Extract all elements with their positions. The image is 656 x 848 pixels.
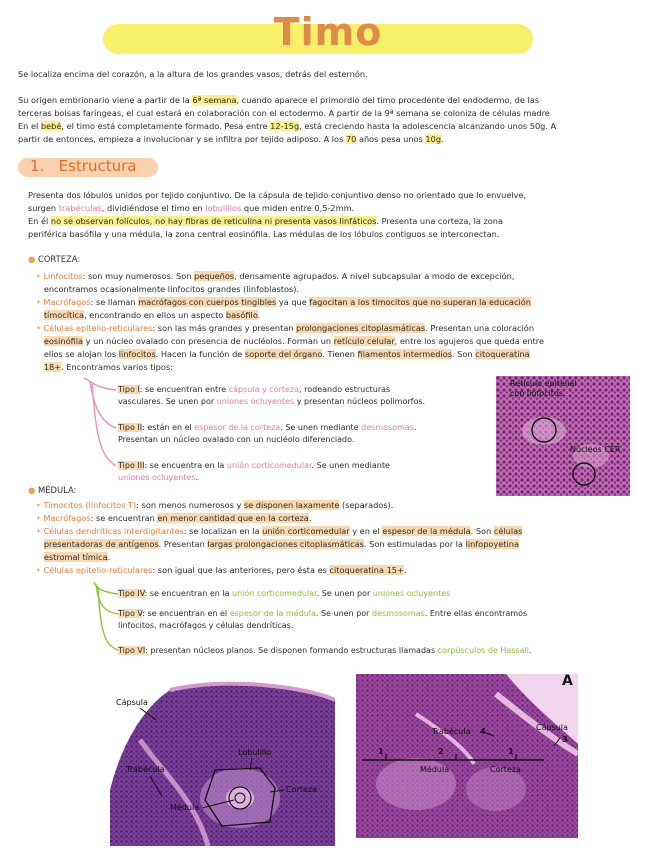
highlight: presentadoras de antígenos — [43, 539, 159, 549]
text: , cuando aparece el primordio del timo procedente del endodermo, de las — [236, 95, 540, 105]
text: . Son estimuladas por la — [363, 539, 466, 549]
text: . Hacen la función de — [155, 349, 245, 359]
text: : son menos numerosos y — [136, 500, 244, 510]
pink-term: cápsula y corteza — [228, 385, 300, 394]
highlight: filamentos intermedios — [357, 349, 452, 359]
text: : se llaman — [90, 297, 139, 307]
highlight: linfopoyetina — [465, 539, 519, 549]
term: Células dendríticas interdigitantes — [43, 526, 184, 536]
text: . Son — [470, 526, 494, 536]
label-nucleos: Núcleos CER — [570, 445, 621, 454]
text: partir de entonces, empieza a involucionar y se infiltra por tejido adiposo. A los — [18, 134, 346, 144]
intro-paragraph-2 — [18, 94, 638, 146]
term: Células epitelio-reticulares — [43, 565, 153, 575]
text: . — [403, 565, 407, 575]
text: . Presenta una corteza, la zona — [376, 216, 503, 226]
text: : son igual que las anteriores, pero ésta es — [152, 565, 330, 575]
medulla-region — [226, 787, 254, 809]
highlight: 6ª semana — [192, 95, 237, 105]
text: : se localizan en la — [183, 526, 263, 536]
corteza-bullets — [36, 270, 646, 374]
highlight: bebé — [40, 121, 62, 131]
text: : se encuentra en la — [144, 461, 227, 470]
text: . — [195, 473, 199, 482]
highlight: células — [493, 526, 523, 536]
bullet-icon: • — [36, 271, 41, 281]
section-name: Estructura — [58, 157, 137, 175]
label-number-1: 1 — [378, 747, 384, 756]
page-title: Timo — [273, 10, 383, 54]
text: . Entre ellas encontramos — [424, 609, 528, 618]
label-medula: Médula — [420, 765, 450, 774]
bullet-icon: ● — [28, 254, 36, 264]
label-capsula: Cápsula — [536, 723, 568, 732]
green-term: espesor de la médula — [229, 609, 316, 618]
text: : se encuentran entre — [139, 385, 229, 394]
pink-term: trabéculas — [58, 203, 102, 213]
highlight: citoqueratina 15+ — [329, 565, 404, 575]
highlight: tímocítica — [43, 310, 85, 320]
section-title — [30, 157, 136, 175]
text: , entre los agujeros que queda entre — [394, 336, 544, 346]
connector-line — [92, 384, 116, 466]
text: . — [529, 646, 532, 655]
highlight: linfocitos — [118, 349, 156, 359]
text: y presentan núcleos polimorfos. — [294, 397, 426, 406]
highlight: fagocitan a los timocitos que no superan la educación — [309, 297, 531, 307]
green-term: corpúsculos de Hassall — [437, 646, 529, 655]
text: periférica basófila y una médula, la zona central eosinófila. Las médulas de los lóbulos contiguos se interconectan. — [28, 229, 500, 239]
label-trabecula: Trabécula — [432, 727, 471, 736]
term: Macrófagos — [43, 513, 91, 523]
tipo-ii — [118, 422, 498, 446]
figure-letter: A — [562, 674, 573, 689]
highlight: macrófagos con cuerpos tingibles — [138, 297, 277, 307]
text: , está creciendo hasta la adolescencia alcanzando unos 50g. A — [299, 121, 557, 131]
highlight: retículo celular — [333, 336, 395, 346]
text: Su origen embrionario viene a partir de la — [18, 95, 193, 105]
highlight: eosinófila — [43, 336, 84, 346]
highlight: Tipo IV — [118, 589, 145, 598]
label-trabecula: Trabécula — [126, 765, 165, 774]
text: Presenta dos lóbulos unidos por tejido conjuntivo. De la cápsula de tejido conjuntivo denso no orientado que lo envuelve, — [28, 190, 527, 200]
highlight: 12-15g — [270, 121, 300, 131]
text: . — [107, 552, 111, 562]
text: (separados). — [339, 500, 394, 510]
pink-term: uniones ocluyentes — [118, 473, 196, 482]
text: : se encuentran en la — [144, 589, 233, 598]
highlight: se disponen laxamente — [243, 500, 340, 510]
highlight: Tipo V — [118, 609, 143, 618]
highlight: prolongaciones citoplasmáticas — [296, 323, 426, 333]
text: . Se unen mediante — [280, 423, 362, 432]
bullet-icon: ● — [28, 485, 36, 495]
text: vasculares. Se unen por — [118, 397, 217, 406]
text: linfocitos, macrófagos y células dendríticas. — [118, 621, 294, 630]
text: : son las más grandes y presentan — [152, 323, 297, 333]
bullet-icon: • — [36, 323, 41, 333]
highlight: espesor de la médula — [382, 526, 471, 536]
highlight: citoqueratina — [475, 349, 530, 359]
text: y en el — [349, 526, 383, 536]
heading-text: MÉDULA: — [37, 485, 77, 495]
label-number-2: 2 — [438, 747, 444, 756]
tipo-vi — [118, 645, 638, 657]
text: . — [257, 310, 261, 320]
label-capsula: Cápsula — [116, 698, 148, 707]
label-corteza: Corteza — [286, 785, 317, 794]
highlight: soporte del órgano — [244, 349, 323, 359]
text: . Presentan una coloración — [425, 323, 535, 333]
label-number-4: 4 — [480, 727, 486, 736]
text: , el timo está completamente formado. Pesa entre — [61, 121, 271, 131]
text: En él — [28, 216, 51, 226]
bullet-icon: • — [36, 297, 41, 307]
label-number-1b: 1 — [508, 747, 514, 756]
text: . Presentan — [158, 539, 208, 549]
micrograph-medulla-cortex — [356, 674, 578, 838]
text: . Se unen por — [316, 589, 373, 598]
tipo-i — [118, 384, 498, 408]
text: terceras bolsas faríngeas, el cual estará en colaboración con el ectodermo. A partir de la 9ª semana se coloniza de células madre — [18, 108, 550, 118]
medula-heading — [28, 485, 76, 495]
term: Linfocitos — [43, 271, 83, 281]
highlight: estromal tímica — [43, 552, 108, 562]
tipo-iv — [118, 588, 638, 600]
highlight: 18+ — [43, 362, 62, 372]
pink-term: lobulillos — [205, 203, 242, 213]
highlight: 10g — [425, 134, 442, 144]
text: surgen — [28, 203, 59, 213]
text: ellos se alojan los — [43, 349, 119, 359]
highlight: Tipo VI — [118, 646, 146, 655]
intro-text: Se localiza encima del corazón, a la altura de los grandes vasos, detrás del esternón. — [18, 69, 368, 79]
text: : están en el — [142, 423, 195, 432]
text: : son muy numerosos. Son — [82, 271, 195, 281]
highlight: Tipo III — [118, 461, 145, 470]
highlight: Tipo I — [118, 385, 140, 394]
highlight: largas prolongaciones citoplasmáticas — [207, 539, 364, 549]
green-term: desmosomas — [372, 609, 425, 618]
label-corteza: Corteza — [490, 765, 521, 774]
highlight: basófilo — [225, 310, 258, 320]
tipo-v — [118, 608, 638, 632]
bullet-icon: • — [36, 500, 41, 510]
highlight: en menor cantidad que en la corteza — [157, 513, 309, 523]
tipo-medula-connectors — [88, 580, 122, 660]
connector-line — [84, 378, 116, 390]
medula-bullets — [36, 499, 646, 577]
micrograph-lobule — [110, 680, 335, 846]
bullet-icon: • — [36, 513, 41, 523]
label-medula: Médula — [170, 803, 200, 812]
text: : se encuentran — [90, 513, 158, 523]
term: Macrófagos — [43, 297, 91, 307]
text: ya que — [276, 297, 310, 307]
term: Timocitos (linfocitos T) — [43, 500, 137, 510]
bullet-icon: • — [36, 565, 41, 575]
text: . Se unen mediante — [311, 461, 390, 470]
text: . — [441, 134, 444, 144]
text: y un núcleo ovalado con presencia de nucléolos. Forman un — [83, 336, 334, 346]
structure-paragraph — [28, 189, 638, 241]
text: . Se unen por — [315, 609, 372, 618]
pink-term: unión corticomedular — [226, 461, 312, 470]
label-lobulillo: Lobulillo — [238, 748, 272, 757]
text: . — [413, 423, 417, 432]
text: : presentan núcleos planos. Se disponen formando estructuras llamadas — [145, 646, 438, 655]
pink-term: uniones ocluyentes — [216, 397, 295, 406]
text: En el — [18, 121, 41, 131]
highlight: no se observan folículos, no hay fibras de reticulina ni presenta vasos linfáticos — [50, 216, 377, 226]
term: Células epitelio-reticulares — [43, 323, 153, 333]
text: . Encontramos varios tipos: — [61, 362, 173, 372]
connector-line — [98, 586, 118, 650]
label-number-3: 3 — [562, 735, 568, 744]
highlight: 70 — [345, 134, 357, 144]
heading-text: CORTEZA: — [37, 254, 81, 264]
text: . — [308, 513, 312, 523]
text: años pesa unos — [356, 134, 426, 144]
label-reticulo: Reticulo epitelial — [510, 379, 577, 388]
bullet-icon: • — [36, 526, 41, 536]
green-term: uniones ocluyentes — [372, 589, 451, 598]
micrograph-cortex — [496, 376, 630, 496]
tipo-iii — [118, 460, 498, 484]
green-term: unión corticomedular — [232, 589, 317, 598]
intro-paragraph-1 — [18, 68, 638, 81]
highlight: Tipo II — [118, 423, 143, 432]
text: , dividiéndose el timo en — [101, 203, 206, 213]
text: encontramos ocasionalmente linfocitos grandes (linfoblastos). — [43, 284, 300, 294]
tissue-region — [522, 417, 566, 445]
section-number: 1. — [30, 157, 45, 175]
text: , encontrando en ellos un aspecto — [84, 310, 226, 320]
text: Presentan un núcleo ovalado con un nucléolo diferenciado. — [118, 435, 355, 444]
text: : se encuentran en el — [142, 609, 230, 618]
highlight: pequeños — [194, 271, 235, 281]
highlight: unión corticomedular — [262, 526, 350, 536]
text: que miden entre 0,5-2mm. — [241, 203, 355, 213]
pink-term: espesor de la corteza — [194, 423, 281, 432]
pink-term: desmosomas — [361, 423, 414, 432]
text: . Tienen — [322, 349, 358, 359]
text: . Son — [451, 349, 476, 359]
text: , rodeando estructuras — [299, 385, 391, 394]
label-reticulo-2: con linfocitos — [510, 389, 563, 398]
text: , densamente agrupados. A nivel subcapsular a modo de excepción, — [234, 271, 515, 281]
tipo-connectors — [80, 376, 120, 476]
corteza-heading — [28, 254, 80, 264]
